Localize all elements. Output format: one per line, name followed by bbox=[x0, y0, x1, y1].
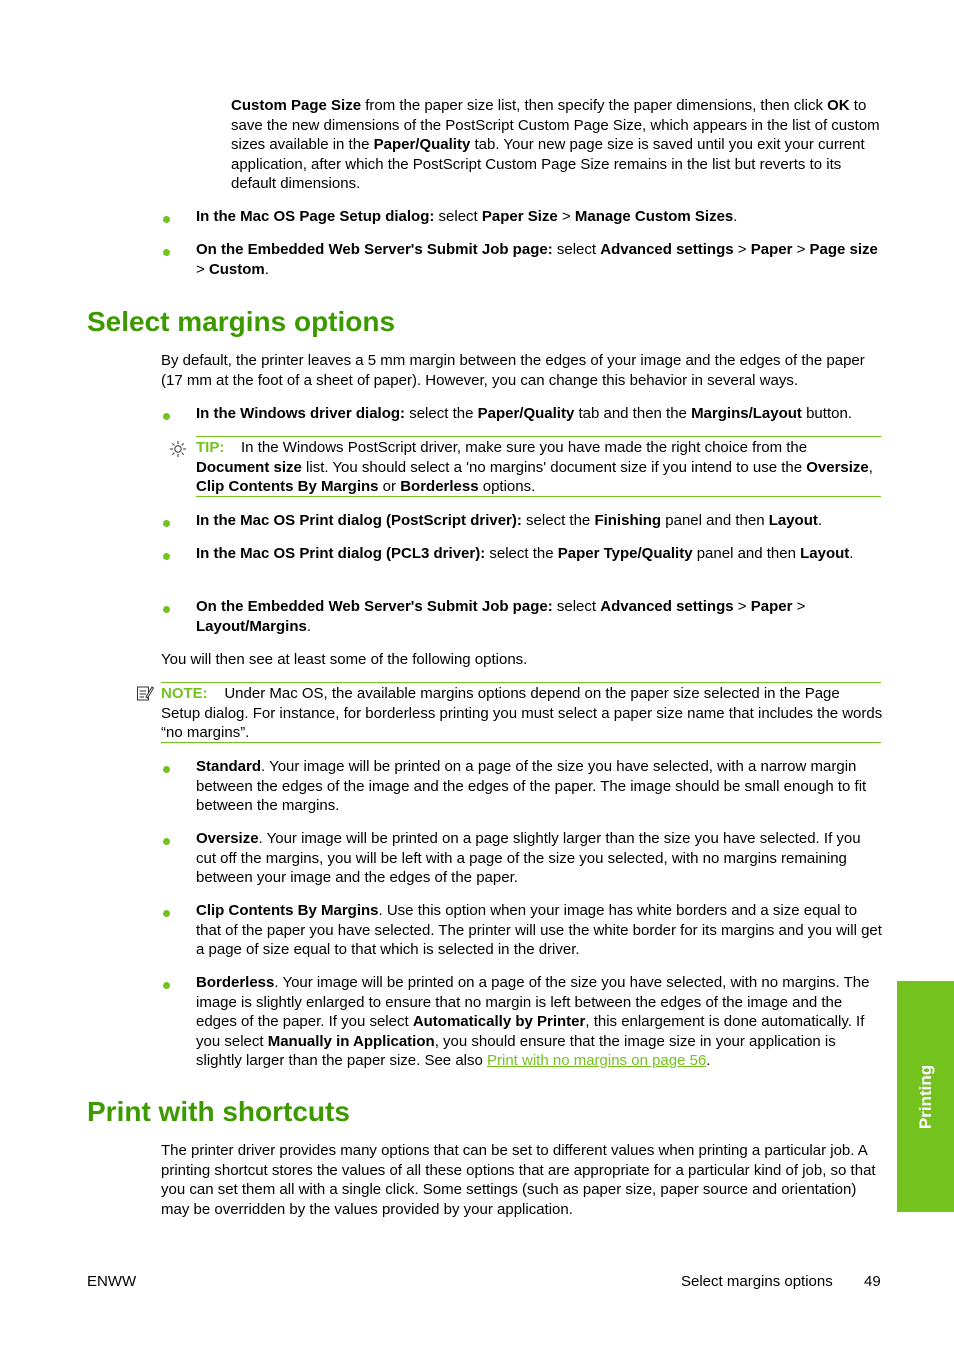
side-tab-label: Printing bbox=[915, 1064, 935, 1129]
section2-paragraph: The printer driver provides many options that can be set to different values when printing a particular job. A printing shortcut stores the values of all these options that are appropriate for a particular kind of job, so that you can set them all with a single click. Some settings (such as paper size, paper source and orientation) may be overridden by the values provided by your application. bbox=[161, 1142, 876, 1218]
bullet-mac-postscript: In the Mac OS Print dialog (PostScript driver): select the Finishing panel and then Layout. bbox=[196, 512, 823, 529]
footer-left: ENWW bbox=[87, 1273, 137, 1290]
footer-section: Select margins options bbox=[681, 1273, 833, 1290]
note-pencil-icon bbox=[136, 684, 154, 702]
footer-page-number: 49 bbox=[864, 1273, 881, 1290]
option-oversize: Oversize. Your image will be printed on a page slightly larger than the size you have selected. If you cut off the margins, you will be left with a page of the size you selected, with no margins remaining between your image and the edges of the paper. bbox=[196, 830, 861, 886]
green-bullet-icon bbox=[160, 244, 170, 254]
bullet-windows-driver: In the Windows driver dialog: select the Paper/Quality tab and then the Margins/Layout button. bbox=[196, 405, 852, 422]
bullet-mac-pcl3: In the Mac OS Print dialog (PCL3 driver): select the Paper Type/Quality panel and then Layout. bbox=[196, 545, 854, 562]
green-bullet-icon bbox=[160, 833, 170, 843]
link-print-no-margins[interactable]: Print with no margins on page 56 bbox=[487, 1052, 707, 1069]
green-bullet-icon bbox=[160, 211, 170, 221]
section-heading-select-margins: Select margins options bbox=[87, 306, 396, 337]
green-bullet-icon bbox=[160, 905, 170, 915]
bullet-ews-custom: On the Embedded Web Server's Submit Job page: select Advanced settings > Paper > Page size > Custom. bbox=[196, 241, 878, 278]
green-bullet-icon bbox=[160, 548, 170, 558]
section1-intro: By default, the printer leaves a 5 mm margin between the edges of your image and the edges of the paper (17 mm at the foot of a sheet of paper). However, you can change this behavior in several ways. bbox=[161, 352, 865, 389]
tip-bottom-rule bbox=[196, 496, 881, 497]
note-label: NOTE: bbox=[161, 685, 208, 702]
section-heading-print-shortcuts: Print with shortcuts bbox=[87, 1096, 350, 1127]
then-paragraph: You will then see at least some of the following options. bbox=[161, 651, 528, 668]
tip-top-rule bbox=[196, 436, 881, 437]
note-bottom-rule bbox=[161, 742, 881, 743]
green-bullet-icon bbox=[160, 408, 170, 418]
tip-label: TIP: bbox=[196, 439, 225, 456]
option-borderless: Borderless. Your image will be printed on a page of the size you have selected, with no margins. The image is slightly enlarged to ensure that no margin is left between the edges of the image and the edges of the paper. If you select Automatically by Printer, this enlargement is done automatically. If you select Manually in Application, you should ensure that the image size in your application is slightly larger than the paper size. See also Print with no margins on page 56. bbox=[196, 974, 870, 1069]
bullet-ews-layout: On the Embedded Web Server's Submit Job page: select Advanced settings > Paper > Layout/Margins. bbox=[196, 598, 806, 635]
green-bullet-icon bbox=[160, 977, 170, 987]
green-bullet-icon bbox=[160, 601, 170, 611]
note-top-rule bbox=[161, 682, 881, 683]
bullet-mac-page-setup: In the Mac OS Page Setup dialog: select Paper Size > Manage Custom Sizes. bbox=[196, 208, 738, 225]
option-standard: Standard. Your image will be printed on a page of the size you have selected, with a narrow margin between the edges of the image and the edges of the paper. The image should be small enough to fit between the margins. bbox=[196, 758, 867, 814]
green-bullet-icon bbox=[160, 761, 170, 771]
intro-paragraph: Custom Page Size from the paper size list, then specify the paper dimensions, then click OK to save the new dimensions of the PostScript Custom Page Size, which appears in the list of custom sizes available in the Paper/Quality tab. Your new page size is saved until you exit your current application, after which the PostScript Custom Page Size remains in the list but reverts to its default dimensions. bbox=[231, 97, 880, 192]
green-bullet-icon bbox=[160, 515, 170, 525]
side-tab-printing[interactable] bbox=[897, 981, 954, 1212]
option-clip-contents: Clip Contents By Margins. Use this option when your image has white borders and a size equal to that of the paper you have selected. The printer will use the white border for its margins and you will get a page of size equal to that which is selected in the driver. bbox=[196, 902, 882, 958]
note-text: NOTE: Under Mac OS, the available margins options depend on the paper size selected in the Page Setup dialog. For instance, for borderless printing you must select a paper size name that includes the words “no margins”. bbox=[161, 685, 883, 741]
tip-text: TIP: In the Windows PostScript driver, make sure you have made the right choice from the Document size list. You should select a 'no margins' document size if you intend to use the Oversize, Clip Contents By Margins or Borderless options. bbox=[196, 439, 873, 495]
lightbulb-icon bbox=[169, 440, 187, 458]
